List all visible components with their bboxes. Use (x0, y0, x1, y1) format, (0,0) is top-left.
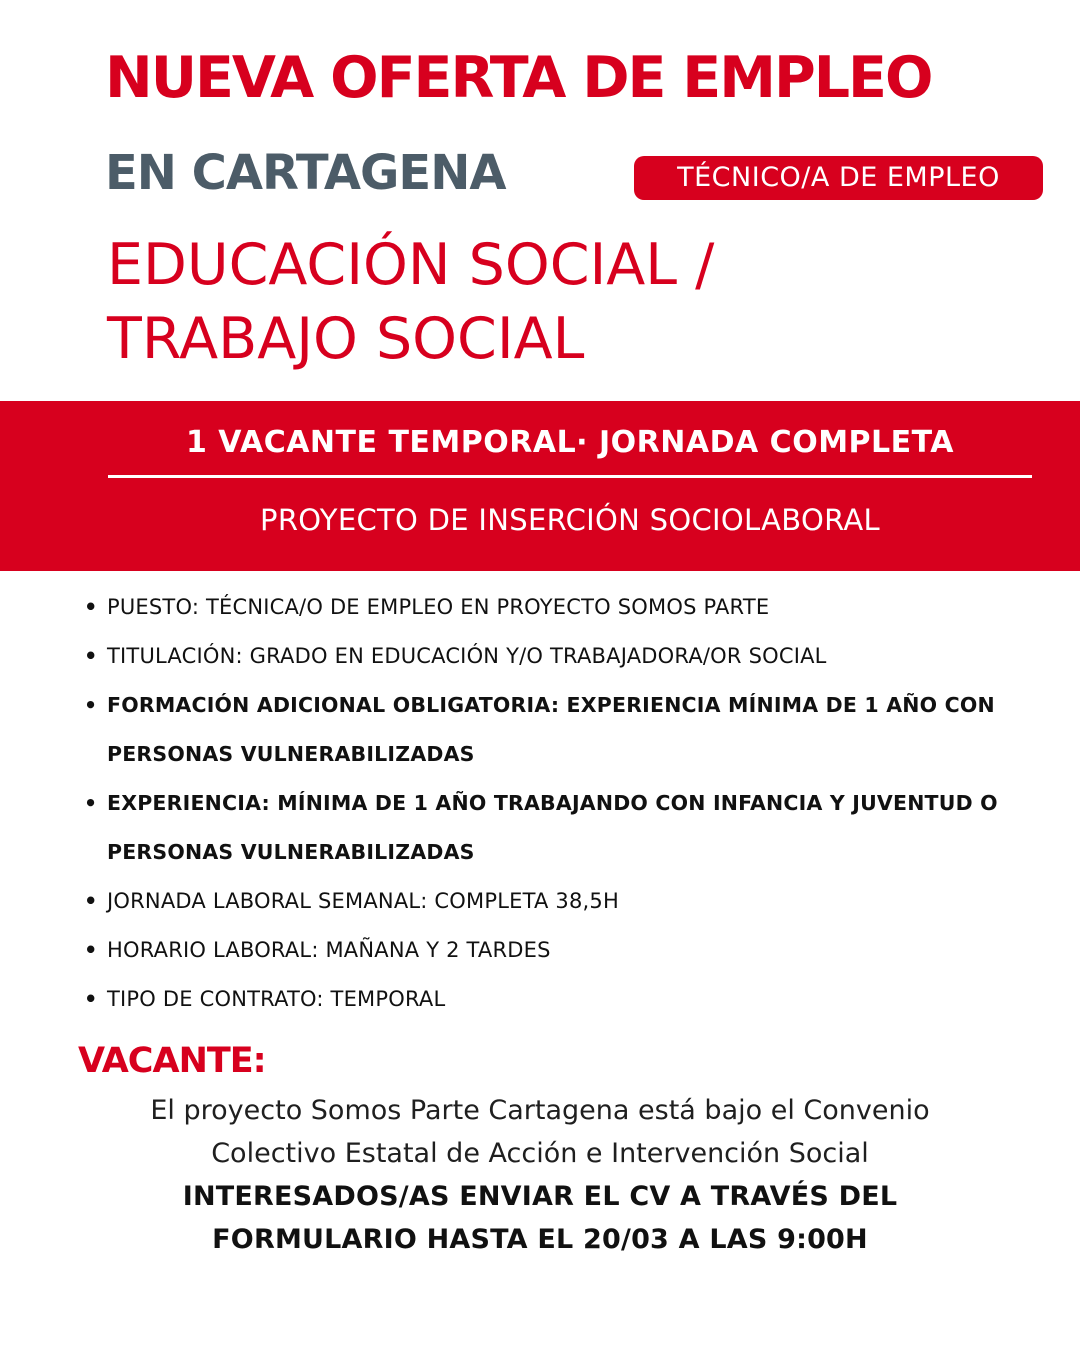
requirement-text: TIPO DE CONTRATO: TEMPORAL (107, 987, 446, 1011)
bullet-icon: • (84, 595, 98, 619)
requirement-item (84, 632, 1044, 681)
agreement-line: El proyecto Somos Parte Cartagena está bajo el Convenio (150, 1095, 930, 1126)
bullet-icon: • (84, 938, 98, 962)
page-title: NUEVA OFERTA DE EMPLEO (105, 45, 932, 111)
discipline-heading (107, 228, 1067, 376)
call-to-action (40, 1175, 1040, 1261)
city-heading: EN CARTAGENA (105, 145, 506, 201)
requirement-item (84, 681, 1044, 779)
requirement-text: PUESTO: TÉCNICA/O DE EMPLEO EN PROYECTO SOMOS PARTE (107, 595, 770, 619)
bullet-icon: • (84, 644, 98, 668)
banner-project-text: PROYECTO DE INSERCIÓN SOCIOLABORAL (260, 503, 880, 537)
bullet-icon: • (84, 693, 98, 717)
requirement-item (84, 779, 1044, 877)
requirement-item (84, 877, 1044, 926)
requirement-text: HORARIO LABORAL: MAÑANA Y 2 TARDES (107, 938, 551, 962)
banner-divider (108, 475, 1032, 478)
call-to-action-line: FORMULARIO HASTA EL 20/03 A LAS 9:00H (212, 1224, 868, 1255)
role-badge: TÉCNICO/A DE EMPLEO (634, 156, 1043, 200)
requirement-item (84, 926, 1044, 975)
call-to-action-line: INTERESADOS/AS ENVIAR EL CV A TRAVÉS DEL (182, 1181, 898, 1212)
vacancy-banner (0, 401, 1080, 571)
requirement-text: JORNADA LABORAL SEMANAL: COMPLETA 38,5H (107, 889, 619, 913)
discipline-line: TRABAJO SOCIAL (107, 306, 585, 372)
requirement-item (84, 975, 1044, 1024)
requirement-text: EXPERIENCIA: MÍNIMA DE 1 AÑO TRABAJANDO CON INFANCIA Y JUVENTUD O PERSONAS VULNERABILIZADAS (107, 791, 998, 864)
requirement-item (84, 583, 1044, 632)
requirement-text: TITULACIÓN: GRADO EN EDUCACIÓN Y/O TRABAJADORA/OR SOCIAL (107, 644, 827, 668)
vacancy-heading: VACANTE: (78, 1041, 266, 1081)
agreement-text (40, 1089, 1040, 1175)
bullet-icon: • (84, 987, 98, 1011)
bullet-icon: • (84, 791, 98, 815)
requirement-text: FORMACIÓN ADICIONAL OBLIGATORIA: EXPERIENCIA MÍNIMA DE 1 AÑO CON PERSONAS VULNERABILIZADAS (107, 693, 995, 766)
agreement-line: Colectivo Estatal de Acción e Intervención Social (211, 1138, 869, 1169)
bullet-icon: • (84, 889, 98, 913)
discipline-line: EDUCACIÓN SOCIAL / (107, 232, 715, 298)
requirements-list (84, 583, 1044, 1024)
banner-vacancy-text: 1 VACANTE TEMPORAL· JORNADA COMPLETA (185, 425, 954, 460)
